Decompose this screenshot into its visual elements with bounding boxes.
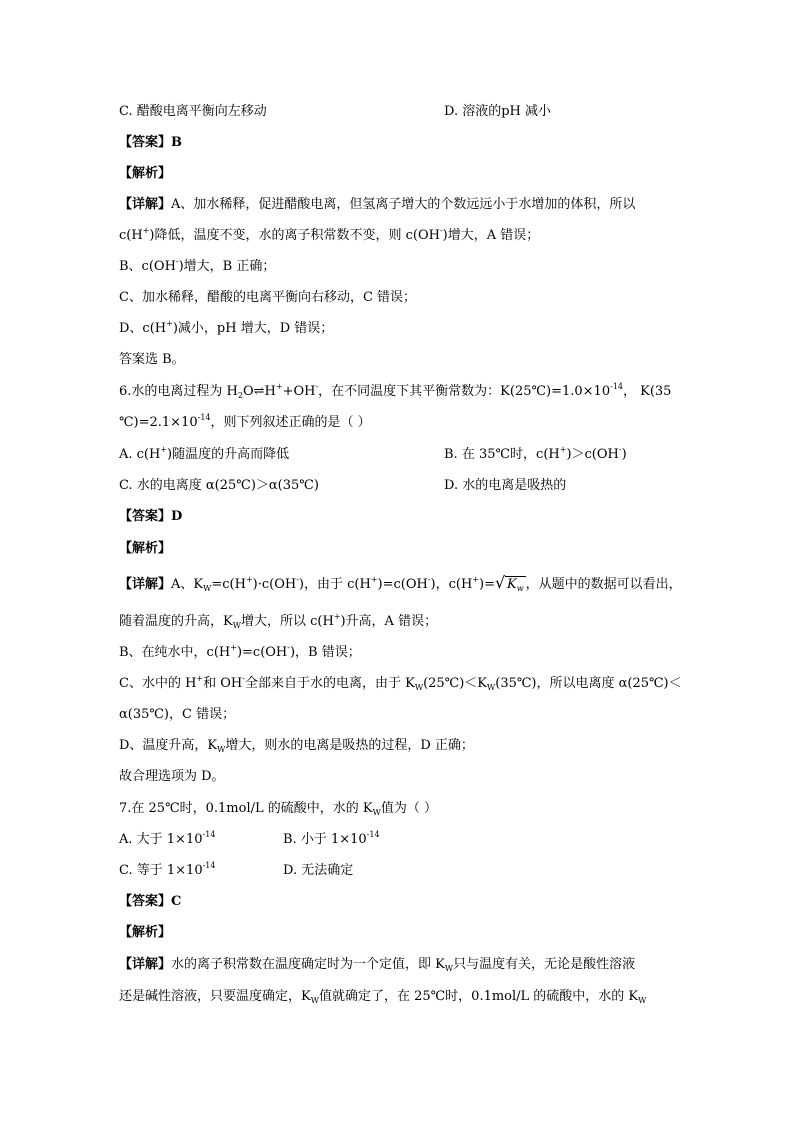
q7-detail-line-2: 还是碱性溶液，只要温度确定，$K_W$值就确定了，在 25℃时，0.1mol/L 的硫酸中，水的 $K_W$ — [119, 989, 647, 1005]
q7-detail-line-1: 【详解】水的离子积常数在温度确定时为一个定值，即 $K_W$只与温度有关，无论是酸性溶液 — [119, 957, 636, 973]
q6-stem-line-2: $℃)=2.1\times 10^{-14}$，则下列叙述正确的是（ ） — [119, 413, 371, 430]
q5-answer: 【答案】B — [119, 135, 182, 150]
q6-option-b: B. 在 35℃时，c(H+)＞c(OH-) — [444, 445, 627, 462]
q5-conclusion: 答案选 B。 — [119, 352, 185, 367]
q6-detail-line-4: C、水中的 H+和 OH-全部来自于水的电离，由于 $K_W(25℃)<K_W(35℃)$，所以电离度 α(25℃)＜ — [119, 674, 682, 692]
q7-answer: 【答案】C — [119, 894, 182, 909]
q5-option-d: D. 溶液的pH 减小 — [444, 104, 552, 119]
q5-analysis-heading: 【解析】 — [119, 166, 172, 181]
q7-option-c: C. 等于 $1\times 10^{-14}$ — [119, 861, 216, 878]
q6-detail-line-3: B、在纯水中，c(H+)=c(OH-)，B 错误； — [119, 643, 361, 660]
q6-detail-line-5: α(35℃)，C 错误； — [119, 707, 236, 722]
q5-detail-line-1: 【详解】A、加水稀释，促进醋酸电离，但氢离子增大的个数远远小于水增加的体积，所以 — [119, 197, 636, 212]
q6-conclusion: 故合理选项为 D。 — [119, 769, 225, 784]
q7-option-a: A. 大于 $1\times 10^{-14}$ — [119, 830, 216, 847]
q6-option-c: C. 水的电离度 α(25℃)＞α(35℃) — [119, 478, 319, 493]
q6-option-a: A. c(H+)随温度的升高而降低 — [119, 445, 290, 462]
q5-detail-line-3: B、c(OH-)增大，B 正确； — [119, 257, 276, 274]
q5-detail-line-4: C、加水稀释，醋酸的电离平衡向右移动，C 错误； — [119, 290, 417, 305]
q7-option-b: B. 小于 $1\times 10^{-14}$ — [283, 830, 380, 847]
q6-detail-line-1: 【详解】A、$K_W=c(H^+)\cdot c(OH^-)$，由于 c(H+)=c(OH-)，c(H+)= √ $K_w$ ，从题中的数据可以看出， — [119, 573, 682, 593]
q7-option-d: D. 无法确定 — [283, 863, 354, 878]
q6-option-d: D. 水的电离是吸热的 — [444, 478, 567, 493]
q5-detail-line-5: D、c(H+)减小，pH 增大，D 错误； — [119, 319, 334, 336]
square-root-kw: √ $K_w$ — [494, 573, 524, 593]
q5-detail-line-2: c(H+)降低，温度不变，水的离子积常数不变，则 c(OH-)增大，A 错误； — [119, 226, 540, 243]
q6-detail-line-6: D、温度升高，$K_W$增大，则水的电离是吸热的过程，D 正确； — [119, 738, 474, 754]
q6-detail-line-2: 随着温度的升高，$K_W$增大，所以 c(H+)升高，A 错误； — [119, 612, 438, 630]
q7-stem: 7.在 25℃时，0.1mol/L 的硫酸中，水的 $K_W$值为（ ） — [119, 801, 437, 817]
q6-analysis-heading: 【解析】 — [119, 541, 172, 556]
q5-option-c: C. 醋酸电离平衡向左移动 — [119, 104, 267, 119]
q6-stem-line-1: 6.水的电离过程为 $H_2O\rightleftharpoons H^++OH^-$，在不同温度下其平衡常数为：$K(25℃)=1.0\times 10^{-14}$， K(35 — [119, 382, 672, 400]
q7-analysis-heading: 【解析】 — [119, 925, 172, 940]
q6-answer: 【答案】D — [119, 509, 183, 524]
